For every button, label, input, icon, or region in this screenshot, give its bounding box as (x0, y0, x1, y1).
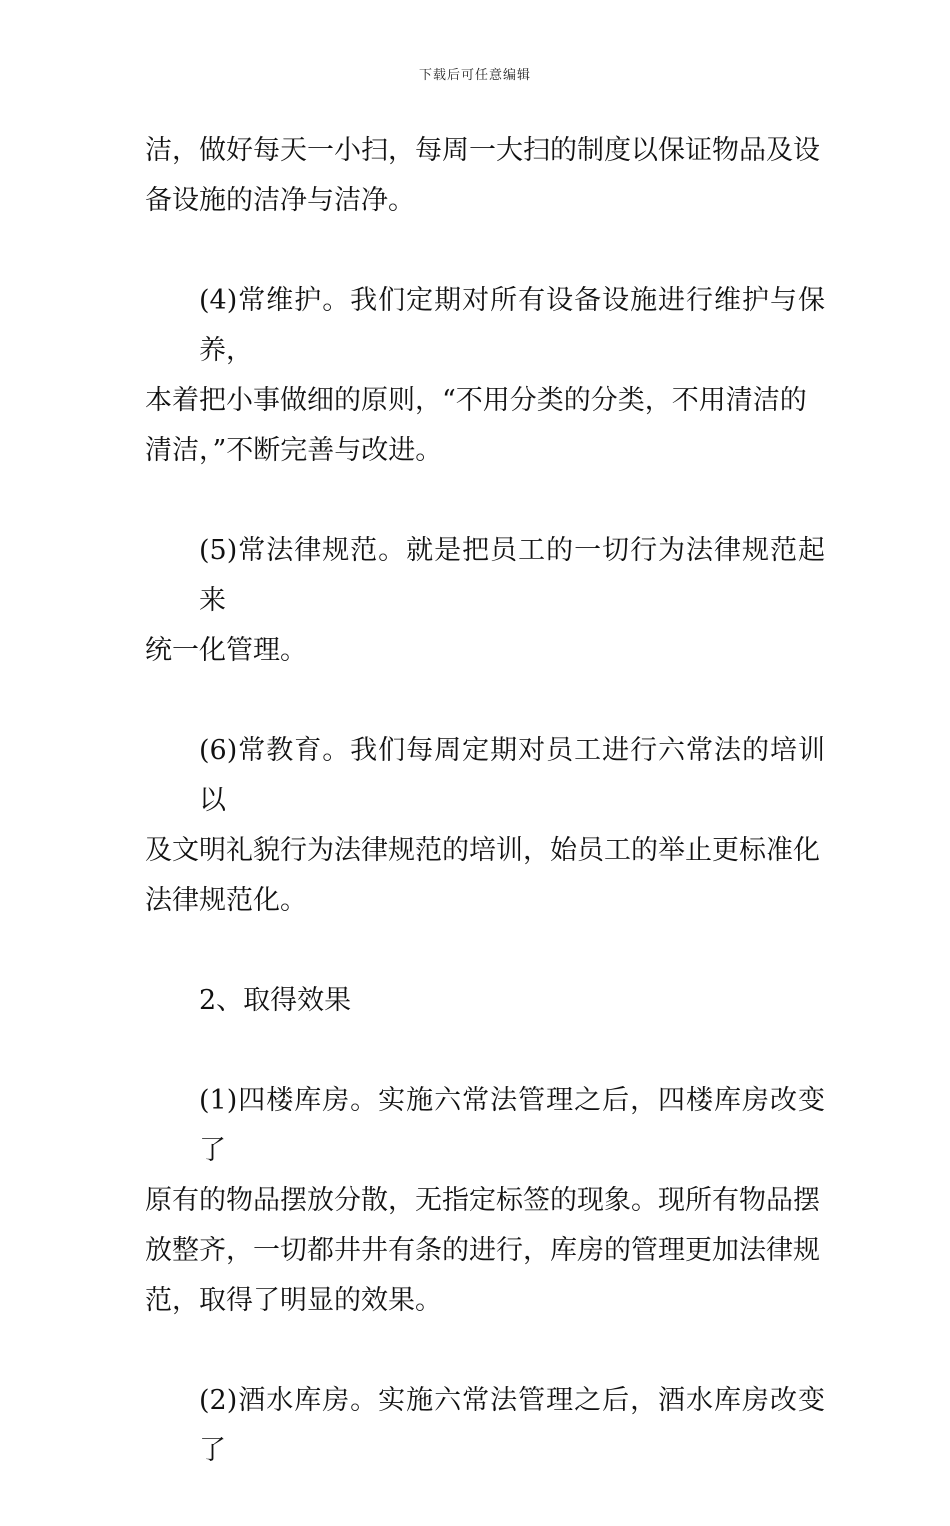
text-line: 备设施的洁净与洁净。 (145, 185, 415, 216)
paragraph-maintenance (145, 276, 825, 476)
text-line: 清洁，”不断完善与改进。 (145, 435, 443, 466)
paragraph-fourth-floor-storage (145, 1076, 825, 1326)
text-line: (5)常法律规范。就是把员工的一切行为法律规范起来 (199, 535, 825, 616)
document-body (145, 126, 825, 1526)
text-line: 洁，做好每天一小扫，每周一大扫的制度以保证物品及设 (145, 135, 820, 166)
text-line: (1)四楼库房。实施六常法管理之后，四楼库房改变了 (199, 1085, 825, 1166)
text-line: 法律规范化。 (145, 885, 307, 916)
text-line: (4)常维护。我们定期对所有设备设施进行维护与保养， (199, 285, 825, 366)
paragraph-standardization (145, 526, 825, 676)
text-line: (6)常教育。我们每周定期对员工进行六常法的培训以 (199, 735, 825, 816)
text-line: 本着把小事做细的原则，“不用分类的分类，不用清洁的 (145, 385, 807, 416)
text-line: 及文明礼貌行为法律规范的培训，始员工的举止更标准化 (145, 835, 820, 866)
text-line: 统一化管理。 (145, 635, 307, 666)
page-header: 下载后可任意编辑 (418, 68, 531, 83)
paragraph-beverage-storage (145, 1376, 825, 1476)
text-line: 原有的物品摆放分散，无指定标签的现象。现所有物品摆 (145, 1185, 820, 1216)
text-line: 范，取得了明显的效果。 (145, 1285, 442, 1316)
paragraph-education (145, 726, 825, 926)
section-heading-results (145, 976, 825, 1026)
text-line: 放整齐，一切都井井有条的进行，库房的管理更加法律规 (145, 1235, 820, 1266)
text-line: (2)酒水库房。实施六常法管理之后，酒水库房改变了 (199, 1385, 825, 1466)
paragraph-cleaning (145, 126, 825, 226)
text-line: 2、取得效果 (199, 985, 352, 1016)
